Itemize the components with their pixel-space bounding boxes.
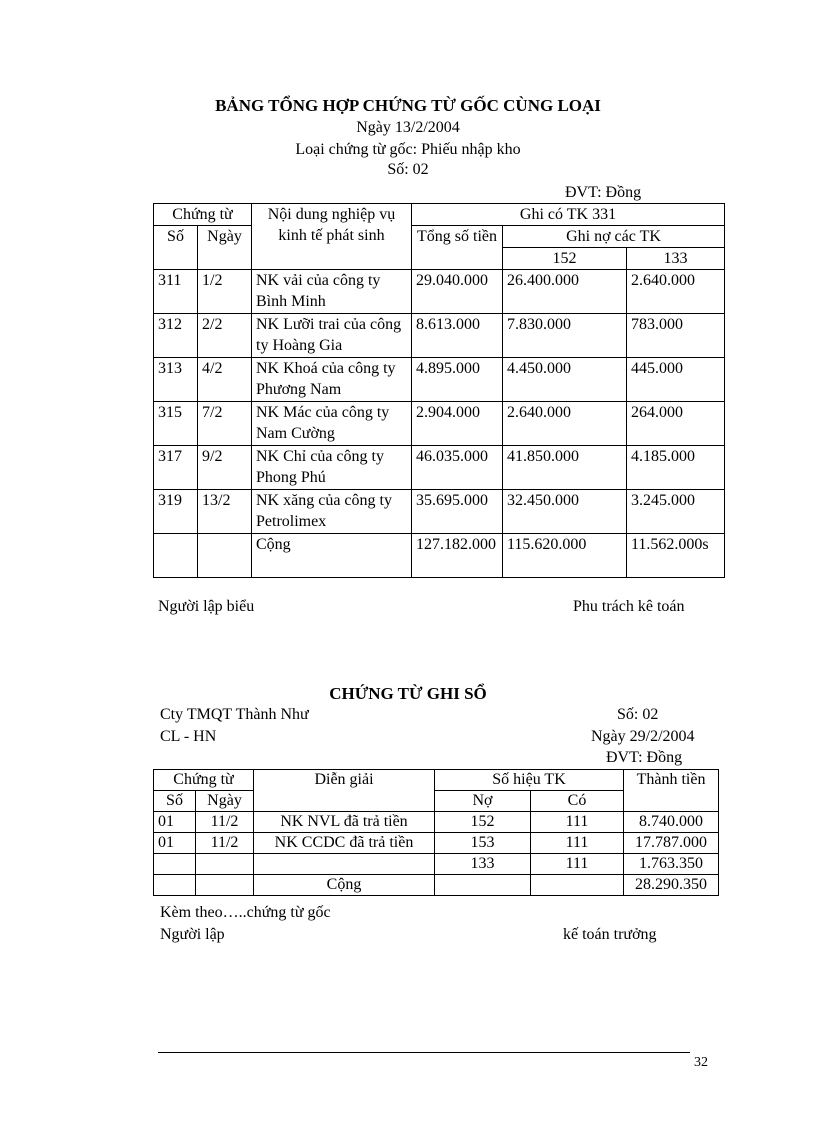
row-dien-giai: NK NVL đã trả tiền — [254, 812, 435, 833]
header-ngay: Ngày — [196, 791, 254, 812]
row-tk133: 264.000 — [627, 402, 725, 446]
row-thanh-tien: 17.787.000 — [624, 833, 719, 854]
row-co: 111 — [531, 854, 624, 875]
voucher-table — [153, 769, 719, 896]
row-tk152: 2.640.000 — [503, 402, 627, 446]
row-noi-dung: NK Mác của công ty Nam Cường — [252, 402, 412, 446]
header-ngay: Ngày — [198, 226, 252, 270]
row-tk152: 32.450.000 — [503, 490, 627, 534]
voucher-date: Ngày 29/2/2004 — [591, 728, 695, 745]
table-row — [154, 812, 719, 833]
row-dien-giai: NK CCDC đã trả tiền — [254, 833, 435, 854]
summary-date: Ngày 13/2/2004 — [356, 119, 460, 136]
header-so: Số — [154, 791, 196, 812]
table-row — [154, 854, 719, 875]
voucher-sign-left: Người lập — [160, 926, 225, 943]
row-noi-dung: NK vải của công ty Bình Minh — [252, 270, 412, 314]
row-no: 153 — [435, 833, 531, 854]
row-so — [154, 854, 196, 875]
header-ghi-co: Ghi có TK 331 — [412, 204, 725, 226]
voucher-sign-right: kế toán trưởng — [563, 926, 657, 943]
total-label: Cộng — [252, 534, 412, 578]
row-tong: 4.895.000 — [412, 358, 503, 402]
row-ngay: 1/2 — [198, 270, 252, 314]
row-ngay: 7/2 — [198, 402, 252, 446]
header-dien-giai: Diễn giải — [254, 770, 435, 812]
row-thanh-tien: 1.763.350 — [624, 854, 719, 875]
header-ghi-no: Ghi nợ các TK — [503, 226, 725, 248]
footer-rule — [158, 1052, 690, 1053]
total-label: Cộng — [254, 875, 435, 896]
summary-sign-left: Người lập biểu — [158, 598, 255, 615]
header-tk133: 133 — [627, 248, 725, 270]
row-so: 01 — [154, 812, 196, 833]
table-row — [154, 314, 725, 358]
summary-unit: ĐVT: Đồng — [565, 184, 642, 201]
table-row — [154, 358, 725, 402]
row-so: 313 — [154, 358, 198, 402]
row-so: 315 — [154, 402, 198, 446]
row-dien-giai — [254, 854, 435, 875]
summary-sign-right: Phu trách kê toán — [573, 598, 685, 615]
page-number: 32 — [694, 1055, 708, 1070]
row-tk152: 26.400.000 — [503, 270, 627, 314]
row-so: 311 — [154, 270, 198, 314]
row-so: 01 — [154, 833, 196, 854]
voucher-attached: Kèm theo…..chứng từ gốc — [160, 904, 331, 921]
voucher-company: Cty TMQT Thành Như — [160, 706, 309, 723]
header-thanh-tien: Thành tiền — [624, 770, 719, 812]
row-thanh-tien: 8.740.000 — [624, 812, 719, 833]
row-so: 312 — [154, 314, 198, 358]
header-co: Có — [531, 791, 624, 812]
row-so: 319 — [154, 490, 198, 534]
row-tk133: 4.185.000 — [627, 446, 725, 490]
total-tk133: 11.562.000s — [627, 534, 725, 578]
header-so: Số — [154, 226, 198, 270]
row-so: 317 — [154, 446, 198, 490]
summary-table — [153, 203, 725, 578]
row-ngay: 4/2 — [198, 358, 252, 402]
voucher-address: CL - HN — [160, 728, 217, 745]
header-noi-dung: Nội dung nghiệp vụ kinh tế phát sinh — [252, 204, 412, 270]
total-row — [154, 875, 719, 896]
row-co: 111 — [531, 812, 624, 833]
header-tk152: 152 — [503, 248, 627, 270]
row-tk133: 783.000 — [627, 314, 725, 358]
summary-number: Số: 02 — [387, 161, 429, 178]
row-tong: 46.035.000 — [412, 446, 503, 490]
row-noi-dung: NK Chỉ của công ty Phong Phú — [252, 446, 412, 490]
row-tk133: 2.640.000 — [627, 270, 725, 314]
voucher-unit: ĐVT: Đồng — [606, 749, 683, 766]
row-co: 111 — [531, 833, 624, 854]
row-tong: 8.613.000 — [412, 314, 503, 358]
summary-title: BẢNG TỔNG HỢP CHỨNG TỪ GỐC CÙNG LOẠI — [215, 96, 601, 115]
header-no: Nợ — [435, 791, 531, 812]
row-ngay: 11/2 — [196, 812, 254, 833]
row-tk152: 7.830.000 — [503, 314, 627, 358]
row-tk133: 445.000 — [627, 358, 725, 402]
row-ngay: 13/2 — [198, 490, 252, 534]
row-ngay: 9/2 — [198, 446, 252, 490]
row-tong: 2.904.000 — [412, 402, 503, 446]
row-ngay: 2/2 — [198, 314, 252, 358]
header-tong-so-tien: Tổng số tiền — [412, 226, 503, 270]
table-row — [154, 402, 725, 446]
total-row — [154, 534, 725, 578]
voucher-number: Số: 02 — [617, 706, 659, 723]
table-row — [154, 490, 725, 534]
row-no: 152 — [435, 812, 531, 833]
total-tk152: 115.620.000 — [503, 534, 627, 578]
row-noi-dung: NK Khoá của công ty Phương Nam — [252, 358, 412, 402]
summary-doc-type: Loại chứng từ gốc: Phiếu nhập kho — [295, 141, 521, 158]
total-thanh-tien: 28.290.350 — [624, 875, 719, 896]
row-ngay: 11/2 — [196, 833, 254, 854]
row-tong: 35.695.000 — [412, 490, 503, 534]
row-tk152: 41.850.000 — [503, 446, 627, 490]
table-row — [154, 446, 725, 490]
header-chung-tu: Chứng từ — [154, 770, 254, 791]
row-tong: 29.040.000 — [412, 270, 503, 314]
header-chung-tu: Chứng từ — [154, 204, 252, 226]
row-noi-dung: NK Lưỡi trai của công ty Hoàng Gia — [252, 314, 412, 358]
total-tong: 127.182.000 — [412, 534, 503, 578]
row-no: 133 — [435, 854, 531, 875]
table-row — [154, 270, 725, 314]
row-ngay — [196, 854, 254, 875]
voucher-title: CHỨNG TỪ GHI SỔ — [329, 684, 487, 703]
header-so-hieu-tk: Số hiệu TK — [435, 770, 624, 791]
row-noi-dung: NK xăng của công ty Petrolimex — [252, 490, 412, 534]
table-row — [154, 833, 719, 854]
row-tk133: 3.245.000 — [627, 490, 725, 534]
row-tk152: 4.450.000 — [503, 358, 627, 402]
